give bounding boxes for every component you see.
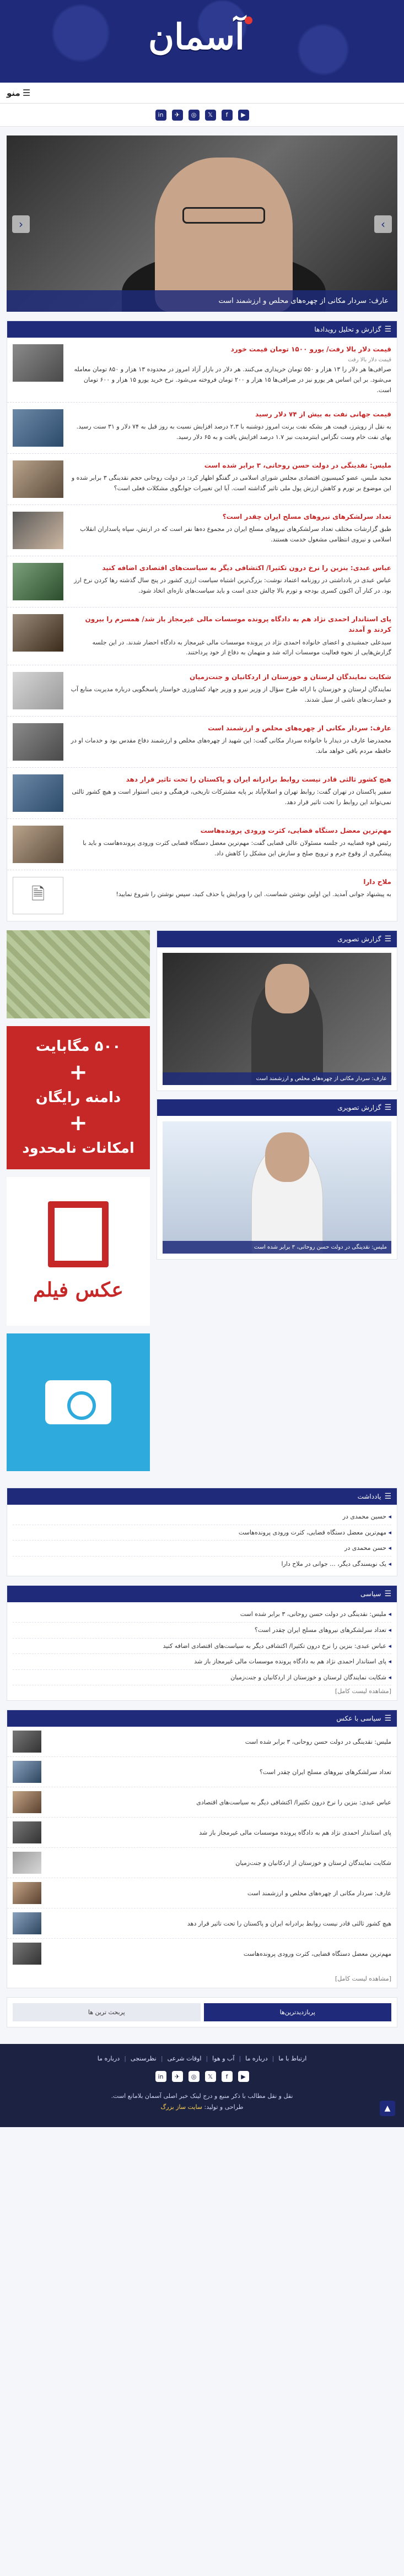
list-item[interactable] (7, 1787, 397, 1818)
list-item-text: پای استاندار احمدی نژاد هم به دادگاه پرونده موسسات مالی غیرمجاز باز شد (199, 1829, 391, 1836)
box-header (7, 1710, 397, 1727)
list-item[interactable]: ◂ شکایت نمایندگان لرستان و خوزستان از اردکانیان و جنت‌زمیان (13, 1670, 391, 1686)
ad-banner-photo-film[interactable] (7, 1177, 150, 1326)
box-title: یادداشت (357, 1493, 381, 1500)
youtube-icon[interactable]: ▶ (238, 110, 249, 121)
list-icon: ☰ (384, 1590, 391, 1599)
list-item-text: هیچ کشور ثالثی قادر نیست روابط برادرانه ایران و پاکستان را تحت تاثیر قرار دهد (187, 1919, 391, 1927)
box-header (157, 931, 397, 947)
news-summary: صرافی‌ها هر دلار را ۱۳ هزار و ۵۵۰ تومان خریداری می‌کنند. هر دلار در بازار آزاد امروز در محدوده ۱۳ هزار و ۸۵۰ تومان معامله می‌شود. بر این اساس هر یورو نیز در صرافی‌ها ۱۵ هزار و ۲۰۰ تومان فروخته می‌شود. نرخ خرید یورو ۱۵ هزار و ۶۰۰ تومان است. (74, 366, 391, 394)
list-item[interactable]: ◂ تعداد سرلشکرهای نیروهای مسلح ایران چقدر است؟ (13, 1623, 391, 1639)
footer-link[interactable]: اوقات شرعی (167, 2055, 202, 2063)
notes-list (7, 1505, 397, 1576)
photo-news-list (7, 1727, 397, 1968)
plus-icon: + (69, 1110, 88, 1136)
footer-link[interactable]: درباره ما (245, 2055, 268, 2063)
list-icon: ☰ (384, 935, 391, 943)
news-summary: به پیشنهاد جوانی آمدید. این اولین نوشتن شماست. این را ویرایش یا حذف کنید، سپس نوشتن را شروع نمایید! (116, 891, 391, 898)
camera-icon (45, 1380, 111, 1424)
see-all-link[interactable]: [مشاهده لیست کامل] (335, 1975, 391, 1983)
news-thumbnail[interactable] (13, 460, 63, 498)
ad-doc-text: عکس فیلم (33, 1278, 123, 1301)
news-item[interactable] (7, 768, 397, 819)
linkedin-icon[interactable]: in (155, 2071, 166, 2082)
news-title[interactable]: ملیس: نقدینگی در دولت حسن روحانی، ۳ برابر شده است (204, 462, 391, 470)
photo-figure-head (265, 964, 309, 1013)
footer-link[interactable]: درباره ما (97, 2055, 120, 2063)
news-item[interactable] (7, 870, 397, 921)
list-icon: ☰ (384, 325, 391, 334)
list-item-thumbnail (13, 1882, 41, 1904)
list-item-thumbnail (13, 1821, 41, 1843)
list-item-thumbnail (13, 1791, 41, 1813)
tabs (7, 1998, 397, 2027)
list-item-text: عارف: سردار مکانی از چهره‌های محلص و ارزشمند است (247, 1889, 391, 1897)
list-item-text: ملیس: نقدینگی در دولت حسن روحانی، ۳ برابر شده است (245, 1738, 391, 1745)
list-item[interactable] (7, 1939, 397, 1968)
scroll-top-button[interactable]: ▲ (380, 2101, 395, 2116)
news-text (69, 512, 391, 549)
list-item[interactable]: ◂ عباس عبدی: بنزین را نرخ درون تکثیرا/ اکتشافی دیگر به سیاست‌های اقتصادی اضافه کنید (13, 1639, 391, 1655)
news-text (69, 614, 391, 658)
news-thumbnail[interactable] (13, 826, 63, 863)
news-subtitle: قیمت دلار بالا رفت (348, 357, 391, 364)
news-thumbnail[interactable] (13, 877, 63, 914)
news-title[interactable]: شکایت نمایندگان لرستان و خوزستان از اردکانیان و جنت‌زمیان (190, 673, 391, 681)
news-title[interactable]: قیمت دلار بالا رفت/ یورو ۱۵۰۰ تومان قیمت خورد (230, 345, 391, 353)
plus-icon: + (69, 1059, 88, 1085)
box-header (7, 1488, 397, 1505)
news-item[interactable] (7, 403, 397, 454)
list-item-text: عباس عبدی: بنزین را نرخ درون تکثیرا/ اکتشافی دیگر به سیاست‌های اقتصادی (196, 1798, 391, 1806)
politics-list (7, 1602, 397, 1700)
photo-caption: عارف: سردار مکانی از چهره‌های محلص و ارزشمند است (163, 1072, 391, 1085)
box-title: گزارش و تحلیل رویدادها (314, 326, 381, 333)
logo-dot (245, 17, 252, 24)
latest-news-box (7, 321, 397, 921)
news-summary: محمدرضا عارف در دیدار با خانواده سردار مکانی گفت: این شهید از چهره‌های مخلص و ارزشمند دفاع مقدس بود و خدمات او در حافظه مردم باقی خواهد ماند. (71, 737, 391, 755)
news-text (69, 409, 391, 447)
instagram-icon[interactable]: ◎ (188, 2071, 200, 2082)
ad-line-3: امکانات نامحدود (22, 1140, 134, 1157)
news-text (69, 774, 391, 812)
list-item-thumbnail (13, 1761, 41, 1783)
news-title[interactable]: قیمت جهانی نفت به بیش از ۷۴ دلار رسید (255, 410, 391, 419)
photo-card[interactable] (163, 1121, 391, 1254)
news-item[interactable] (7, 338, 397, 403)
news-title[interactable]: ملاح دارا (363, 878, 391, 886)
list-item-text: تعداد سرلشکرهای نیروهای مسلح ایران چقدر است؟ (259, 1768, 391, 1776)
tab-most-viewed[interactable]: پربازدیدترین‌ها (204, 2003, 392, 2021)
facebook-icon[interactable]: f (222, 2071, 233, 2082)
ad-line-2: دامنه رایگان (35, 1089, 121, 1106)
list-item[interactable] (7, 1818, 397, 1848)
site-logo[interactable] (148, 17, 256, 58)
news-summary: سیدعلی جمشیدی و اعضای خانواده احمدی نژاد در پرونده موسسات مالی غیرمجاز به دادگاه احضار شدند. در این جلسه گزارش‌هایی از نحوه فعالیت موسسات ارائه شد و متهمان به دفاع از خود پرداختند. (92, 638, 391, 657)
tabs-box (7, 1997, 397, 2027)
telegram-icon[interactable]: ✈ (172, 2071, 183, 2082)
photo-figure-head (265, 1132, 309, 1182)
list-item-text: مهم‌ترین معضل دستگاه قضایی، کثرت ورودی پرونده‌هاست (243, 1950, 391, 1957)
site-footer (0, 2044, 404, 2127)
news-title[interactable]: عارف: سردار مکانی از چهره‌های محلص و ارزشمند است (208, 724, 391, 732)
list-item-thumbnail (13, 1852, 41, 1874)
footer-link[interactable]: نظرسنجی (130, 2055, 157, 2063)
ad-banner-hosting[interactable] (7, 1026, 150, 1169)
news-summary: مجید ملیس، عضو کمیسیون اقتصادی مجلس شورای اسلامی در گفتگو اظهار کرد: در دولت روحانی حجم نقدینگی ۳ برابر شده و این موضوع بر تورم و کاهش ارزش پول ملی تاثیر گذاشته است. آیا این تغییرات جوابگوی مشکلات فعلی است؟ (71, 474, 391, 492)
news-summary: نمایندگان لرستان و خوزستان با ارائه طرح سؤال از وزیر نیرو و وزیر جهاد کشاورزی خواستار پاسخگویی درباره مدیریت منابع آب و خسارت‌های ناشی از سیل شدند. (71, 686, 391, 703)
list-item[interactable]: ◂ یک نویسندگی دیگر، ... جوانی در ملاح دارا (13, 1557, 391, 1572)
link-separator: | (124, 2055, 126, 2063)
news-summary: طبق گزارشات مختلف تعداد سرلشکرهای نیروهای مسلح ایران در مجموع ده‌ها نفر است که در ارتش، سپاه پاسداران انقلاب اسلامی و نیروی انتظامی مشغول خدمت هستند. (80, 525, 391, 544)
news-item[interactable] (7, 556, 397, 608)
box-title: سیاسی با عکس (336, 1715, 381, 1723)
news-title[interactable]: پای استاندار احمدی نژاد هم به دادگاه پرونده موسسات مالی غیرمجاز باز شد/ همسرم را بیرون کردند و آمدند (85, 615, 391, 634)
photo-report-box (157, 930, 397, 1091)
list-item-thumbnail (13, 1912, 41, 1934)
news-item[interactable] (7, 717, 397, 768)
footer-link[interactable]: آب و هوا (212, 2055, 235, 2063)
menu-label: منو (7, 88, 20, 98)
news-text (69, 826, 391, 863)
news-item[interactable] (7, 608, 397, 665)
footer-social (7, 2071, 397, 2082)
list-item[interactable] (7, 1878, 397, 1908)
instagram-icon[interactable]: ◎ (188, 110, 200, 121)
news-summary: رئیس قوه قضاییه در جلسه مسئولان عالی قضایی گفت: مهم‌ترین معضل دستگاه قضایی کثرت ورودی پرونده‌هاست و باید با پیشگیری از وقوع جرم و ترویج صلح و سازش این مشکل را کاهش داد. (83, 839, 391, 857)
box-title: گزارش تصویری (337, 1104, 381, 1111)
menu-button[interactable] (7, 88, 30, 98)
news-summary: عباس عبدی در یادداشتی در روزنامه اعتماد نوشت: بزرگ‌ترین اشتباه سیاست ارزی کشور در پنج سال گذشته رها کردن نرخ ارز بود. در کنار آن اکنون کسری بودجه و تورم بالا چالش جدی است و باید سیاست‌های تازه‌ای اتخاذ شود. (74, 577, 391, 595)
list-item[interactable] (7, 1757, 397, 1787)
facebook-icon[interactable]: f (222, 110, 233, 121)
slider-next-arrow[interactable]: › (374, 215, 392, 233)
list-item[interactable]: ◂ مهم‌ترین معضل دستگاه قضایی، کثرت ورودی پرونده‌هاست (13, 1525, 391, 1541)
list-item-thumbnail (13, 1943, 41, 1965)
photo-report-box-2 (157, 1099, 397, 1260)
news-thumbnail[interactable] (13, 723, 63, 761)
news-item[interactable] (7, 819, 397, 870)
box-header (157, 1099, 397, 1116)
list-item-text: شکایت نمایندگان لرستان و خوزستان از اردکانیان و جنت‌زمیان (235, 1859, 391, 1867)
politics-box (7, 1585, 397, 1701)
list-item[interactable]: ◂ پای استاندار احمدی نژاد هم به دادگاه پرونده موسسات مالی غیرمجاز باز شد (13, 1654, 391, 1670)
photo-card[interactable] (163, 953, 391, 1085)
logo-text: آسمان (148, 17, 245, 58)
news-thumbnail[interactable] (13, 344, 63, 382)
news-thumbnail[interactable] (13, 512, 63, 549)
list-item-thumbnail (13, 1731, 41, 1753)
news-text (69, 344, 391, 395)
news-item[interactable] (7, 665, 397, 717)
design-label: طراحی و تولید: (204, 2103, 244, 2111)
featured-slider[interactable] (7, 135, 397, 312)
file-icon: 🗎 (31, 884, 45, 904)
slider-figure-glasses (182, 207, 265, 224)
news-list (7, 338, 397, 921)
link-separator: | (206, 2055, 208, 2063)
footer-copyright (7, 2091, 397, 2113)
ad-banner-camera[interactable] (7, 1333, 150, 1471)
social-bar (0, 104, 404, 127)
hamburger-icon: ☰ (22, 88, 31, 98)
notes-box (7, 1488, 397, 1576)
news-title[interactable]: مهم‌ترین معضل دستگاه قضایی، کثرت ورودی پرونده‌هاست (200, 827, 391, 834)
tab-most-discussed[interactable]: پربحث ترین ها (13, 2003, 201, 2021)
twitter-icon[interactable]: 𝕏 (205, 2071, 216, 2082)
news-item[interactable] (7, 505, 397, 556)
link-separator: | (160, 2055, 163, 2063)
list-item[interactable]: ◂ حسن محمدی در (13, 1541, 391, 1557)
news-text (69, 672, 391, 709)
link-separator: | (272, 2055, 274, 2063)
youtube-icon[interactable]: ▶ (238, 2071, 249, 2082)
list-item[interactable] (7, 1848, 397, 1878)
news-item[interactable] (7, 454, 397, 505)
link-separator: | (239, 2055, 241, 2063)
news-text (69, 723, 391, 761)
twitter-icon[interactable]: 𝕏 (205, 110, 216, 121)
list-icon: ☰ (384, 1714, 391, 1723)
copyright-line: نقل و نقل مطالب با ذکر منبع و درج لینک خبر اصلی آسمان بلامانع است. (111, 2092, 293, 2100)
news-text (69, 563, 391, 600)
site-header (0, 0, 404, 83)
list-item[interactable] (7, 1908, 397, 1939)
news-thumbnail[interactable] (13, 774, 63, 812)
slider-prev-arrow[interactable]: ‹ (12, 215, 30, 233)
slider-figure-face (155, 158, 293, 312)
footer-link[interactable]: ارتباط با ما (278, 2055, 307, 2063)
designer-link[interactable]: سایت ساز بزرگ (160, 2103, 203, 2111)
list-icon: ☰ (384, 1492, 391, 1501)
footer-links (7, 2055, 397, 2062)
news-thumbnail[interactable] (13, 563, 63, 600)
photo-caption: ملیس: نقدینگی در دولت حسن روحانی، ۳ برابر شده است (163, 1241, 391, 1254)
news-text (69, 460, 391, 498)
telegram-icon[interactable]: ✈ (172, 110, 183, 121)
see-all-link[interactable]: [مشاهده لیست کامل] (335, 1688, 391, 1695)
news-summary: به نقل از رویترز، قیمت هر بشکه نفت برنت امروز دوشنبه با ۲.۳ درصد افزایش نسبت به روز قبل به ۷۴ دلار و ۳۱ سنت رسید. بهای نفت خام وست تگزاس اینترمدیت نیز ۱.۷ درصد افزایش یافت و به ۶۵ دلار رسید. (76, 423, 391, 441)
navbar (0, 83, 404, 104)
politics-photo-box (7, 1710, 397, 1988)
box-header (7, 321, 397, 338)
news-thumbnail[interactable] (13, 409, 63, 447)
news-thumbnail[interactable] (13, 672, 63, 709)
news-thumbnail[interactable] (13, 614, 63, 652)
news-title[interactable]: تعداد سرلشکرهای نیروهای مسلح ایران چقدر است؟ (222, 513, 391, 521)
ad-banner-money[interactable] (7, 930, 150, 1018)
news-summary: سفیر پاکستان در تهران گفت: روابط تهران و اسلام‌آباد بر پایه مشترکات تاریخی، فرهنگی و دینی استوار است و هیچ کشور ثالثی نمی‌تواند این روابط را تحت تاثیر قرار دهد. (72, 788, 391, 806)
box-header (7, 1586, 397, 1602)
linkedin-icon[interactable]: in (155, 110, 166, 121)
slider-caption[interactable]: عارف: سردار مکانی از چهره‌های محلص و ارزشمند است (7, 290, 397, 312)
list-icon: ☰ (384, 1103, 391, 1112)
box-title: سیاسی (360, 1590, 381, 1598)
news-text (69, 877, 391, 914)
ad-line-1: ۵۰۰ مگابایت (35, 1038, 121, 1055)
document-icon (48, 1201, 109, 1267)
list-item[interactable] (7, 1727, 397, 1757)
box-title: گزارش تصویری (337, 935, 381, 943)
news-title[interactable]: هیچ کشور ثالثی قادر نیست روابط برادرانه ایران و پاکستان را تحت تاثیر قرار دهد (126, 775, 391, 783)
list-item[interactable]: ◂ ملیس: نقدینگی در دولت حسن روحانی، ۳ برابر شده است (13, 1607, 391, 1623)
news-title[interactable]: عباس عبدی: بنزین را نرخ درون تکثیرا/ اکتشافی دیگر به سیاست‌های اقتصادی اضافه کنید (102, 564, 391, 572)
list-item[interactable]: ◂ حسین محمدی در (13, 1509, 391, 1525)
